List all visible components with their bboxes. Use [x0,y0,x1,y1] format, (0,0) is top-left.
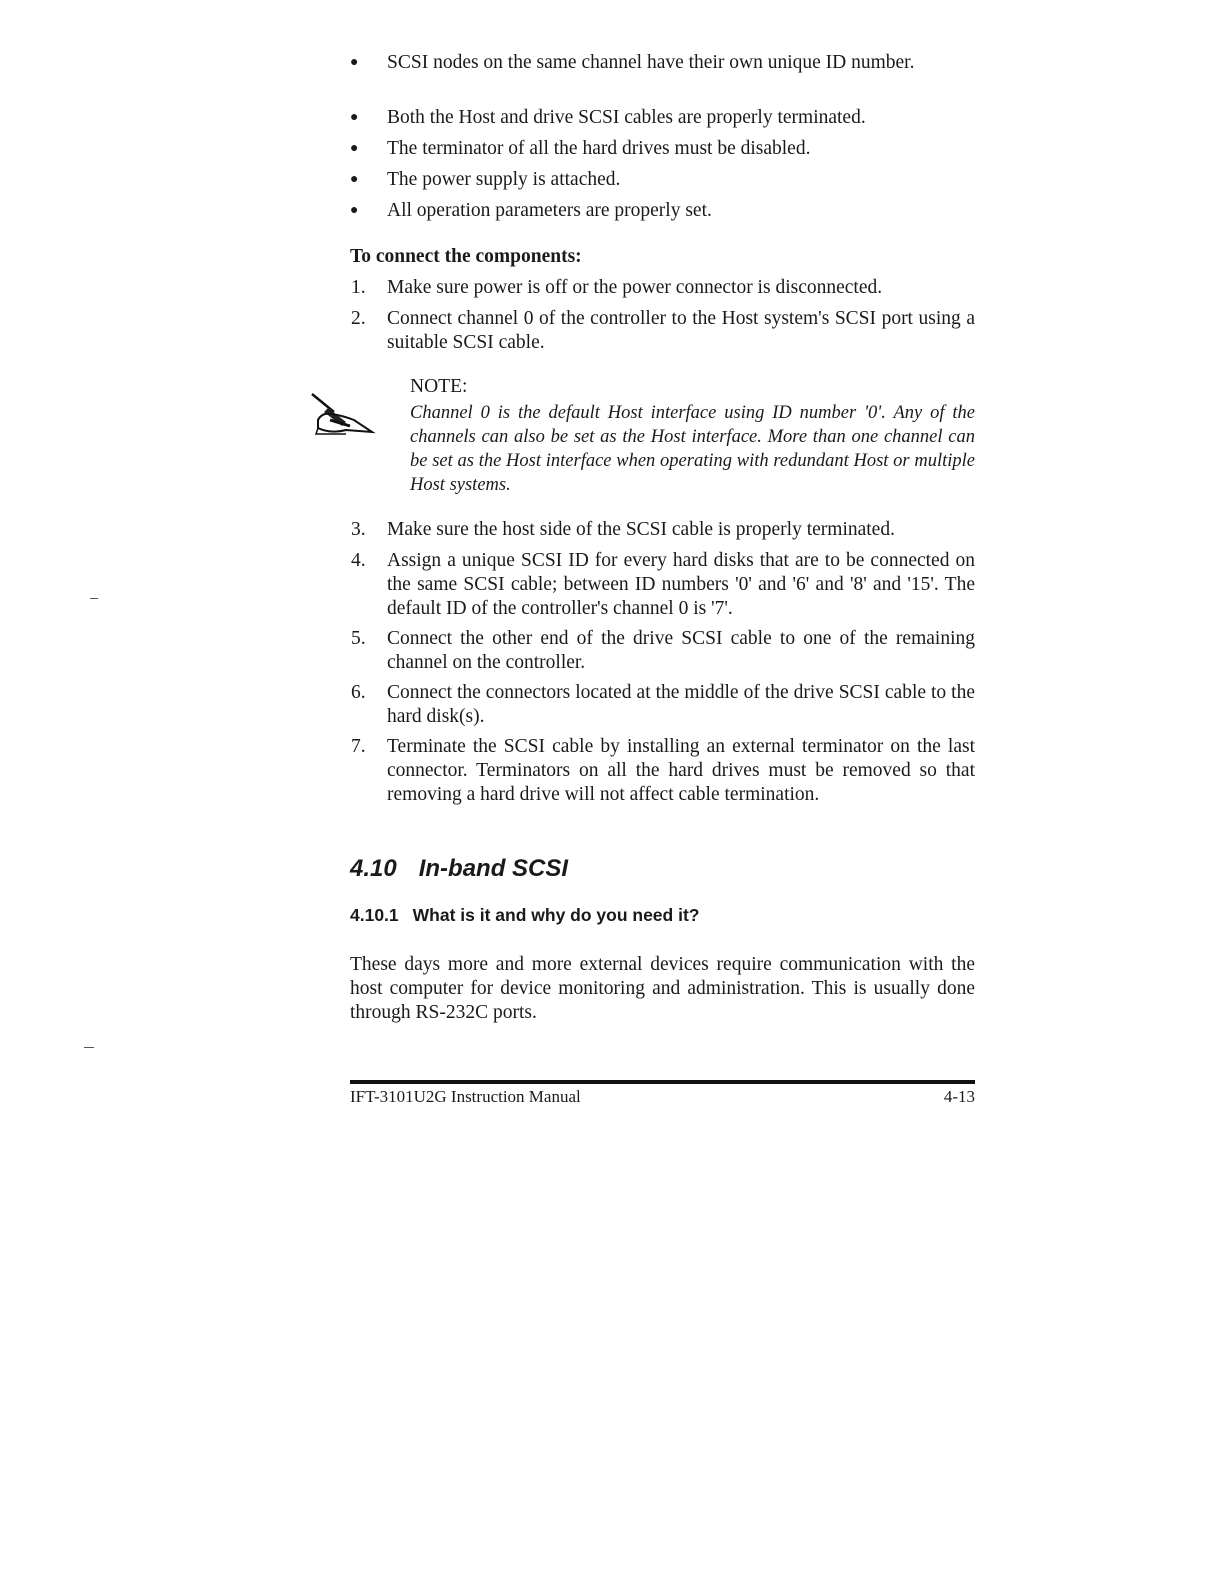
step-text: Connect the connectors located at the middle of the drive SCSI cable to the hard disk(s). [387,682,975,727]
bullet-item: Both the Host and drive SCSI cables are properly terminated. [387,107,866,128]
footer-rule [350,1080,975,1084]
scan-mark [84,1047,94,1048]
step-number: 7. [351,736,366,757]
step-number: 6. [351,682,366,703]
bullet-icon: ● [350,110,359,125]
step-number: 3. [351,519,366,540]
section-number: 4.10 [350,855,397,882]
bullet-item: SCSI nodes on the same channel have their own unique ID number. [387,52,915,73]
scan-mark [90,598,98,599]
bullet-icon: ● [350,55,359,70]
note-body: Channel 0 is the default Host interface using ID number '0'. Any of the channels can also be set as the Host interface. More than one channel can be set as the Host interface when operating with redundant Host or multiple Host systems. [410,403,975,495]
footer-page-number: 4-13 [943,1087,975,1106]
step-number: 5. [351,628,366,649]
step-number: 2. [351,308,366,329]
step-number: 1. [351,277,366,298]
section-title: In-band SCSI [418,855,569,882]
bullet-item: The power supply is attached. [387,169,621,190]
note-title: NOTE: [410,376,468,397]
body-paragraph: These days more and more external devices require communication with the host computer for device monitoring and administration. This is usually done through RS-232C ports. [350,954,975,1023]
step-text: Connect the other end of the drive SCSI cable to one of the remaining channel on the controller. [387,628,975,673]
section-heading [350,855,568,883]
bullet-icon: ● [350,141,359,156]
subsection-heading [350,905,699,926]
pen-and-paper-icon [306,392,376,440]
step-number: 4. [351,550,366,571]
step-text: Assign a unique SCSI ID for every hard disks that are to be connected on the same SCSI cable; between ID numbers '0' and '6' and '8' and '15'. The default ID of the controller's channel 0 is '7'. [387,550,975,619]
footer-manual-title: IFT-3101U2G Instruction Manual [350,1087,581,1106]
step-text: Connect channel 0 of the controller to the Host system's SCSI port using a suitable SCSI cable. [387,308,975,353]
step-text: Terminate the SCSI cable by installing an external terminator on the last connector. Terminators on all the hard drives must be removed so that removing a hard drive will not affect cable termination. [387,736,975,805]
bullet-icon: ● [350,203,359,218]
bullet-item: The terminator of all the hard drives must be disabled. [387,138,811,159]
bullet-item: All operation parameters are properly set. [387,200,712,221]
step-text: Make sure power is off or the power connector is disconnected. [387,277,883,298]
subsection-number: 4.10.1 [350,905,399,925]
step-text: Make sure the host side of the SCSI cable is properly terminated. [387,519,895,540]
bullet-icon: ● [350,172,359,187]
subsection-title: What is it and why do you need it? [412,905,700,925]
connect-heading: To connect the components: [350,246,582,267]
